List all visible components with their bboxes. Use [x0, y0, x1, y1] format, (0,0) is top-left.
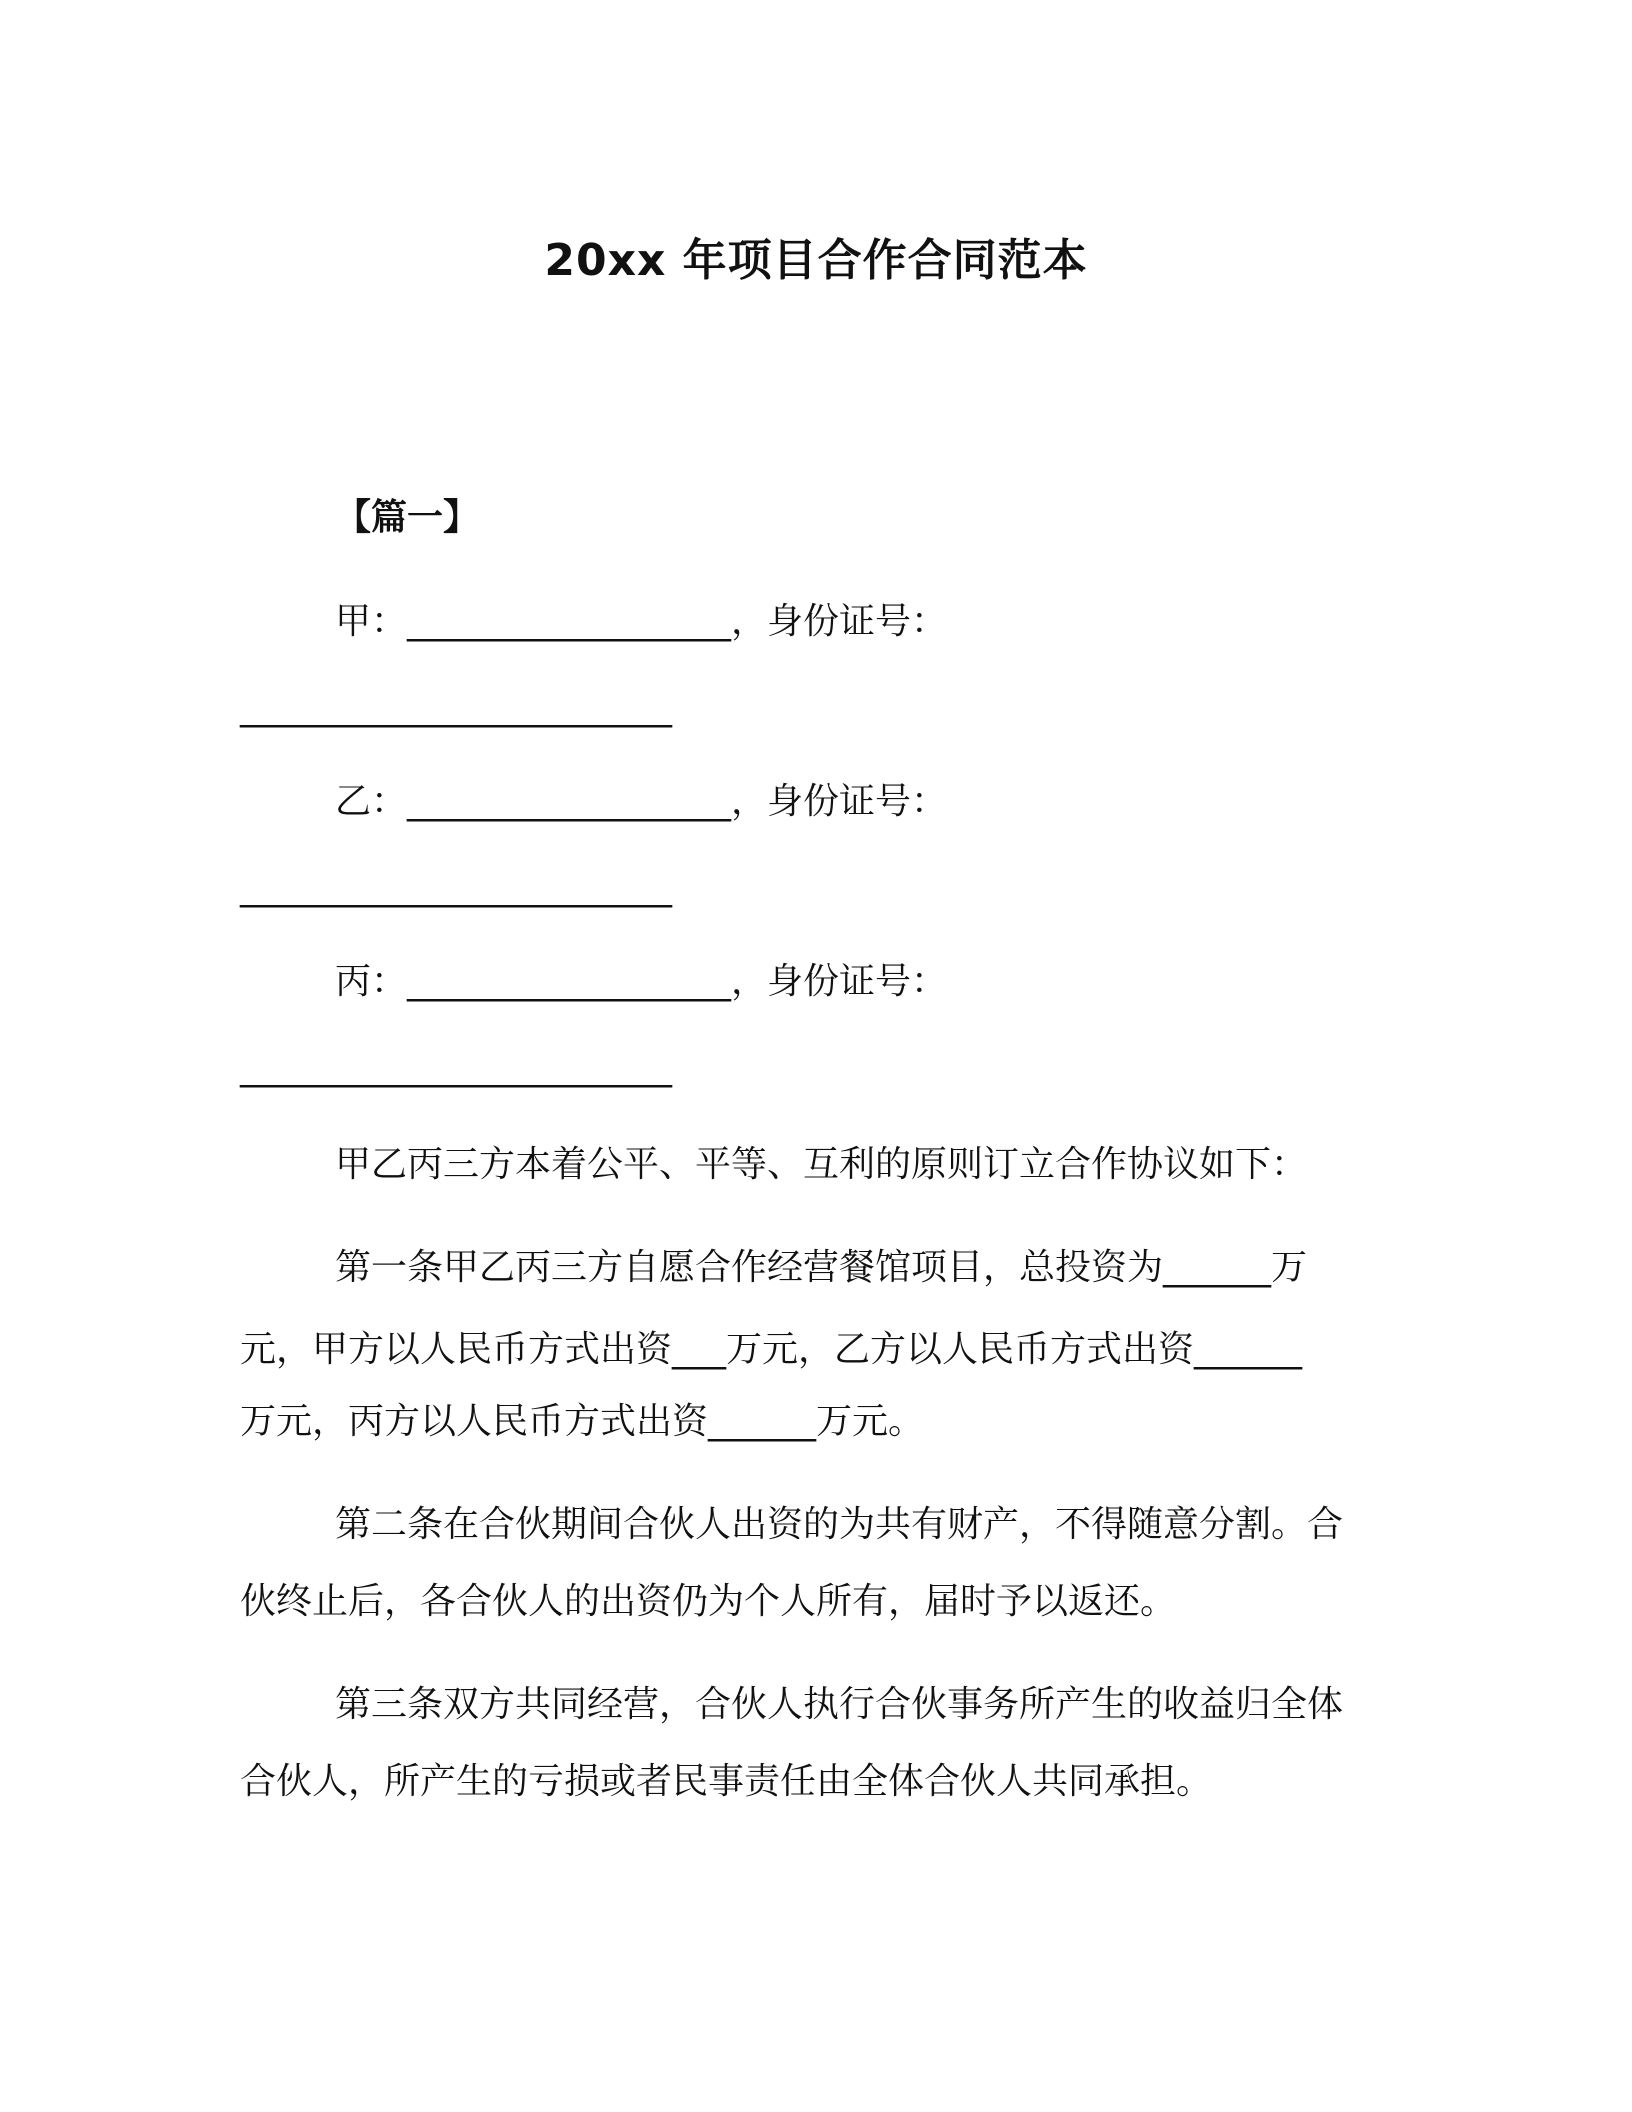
article1-line-1: 第一条甲乙丙三方自愿合作经营餐馆项目，总投资为______万: [335, 1247, 1308, 1288]
article2-line-1: 第二条在合伙期间合伙人出资的为共有财产，不得随意分割。合: [335, 1504, 1344, 1545]
section-heading: 【篇一】: [335, 497, 480, 538]
article2-line-2: 伙终止后，各合伙人的出资仍为个人所有，届时予以返还。: [240, 1581, 1177, 1622]
party-a-line: 甲：__________________，身份证号：: [335, 601, 948, 642]
party-c-id-blank: ________________________: [240, 1047, 672, 1088]
article3-line-1: 第三条双方共同经营，合伙人执行合伙事务所产生的收益归全体: [335, 1684, 1344, 1725]
party-b-line: 乙：__________________，身份证号：: [335, 781, 948, 822]
party-b-id-blank: ________________________: [240, 867, 672, 908]
party-a-id-blank: ________________________: [240, 687, 672, 728]
article1-line-3: 万元，丙方以人民币方式出资______万元。: [240, 1401, 925, 1442]
party-c-line: 丙：__________________，身份证号：: [335, 961, 948, 1002]
article3-line-2: 合伙人，所产生的亏损或者民事责任由全体合伙人共同承担。: [240, 1761, 1213, 1802]
intro-paragraph: 甲乙丙三方本着公平、平等、互利的原则订立合作协议如下：: [335, 1144, 1308, 1185]
document-title: 20xx 年项目合作合同范本: [544, 235, 1088, 286]
article1-line-2: 元，甲方以人民币方式出资___万元，乙方以人民币方式出资______: [240, 1329, 1303, 1370]
